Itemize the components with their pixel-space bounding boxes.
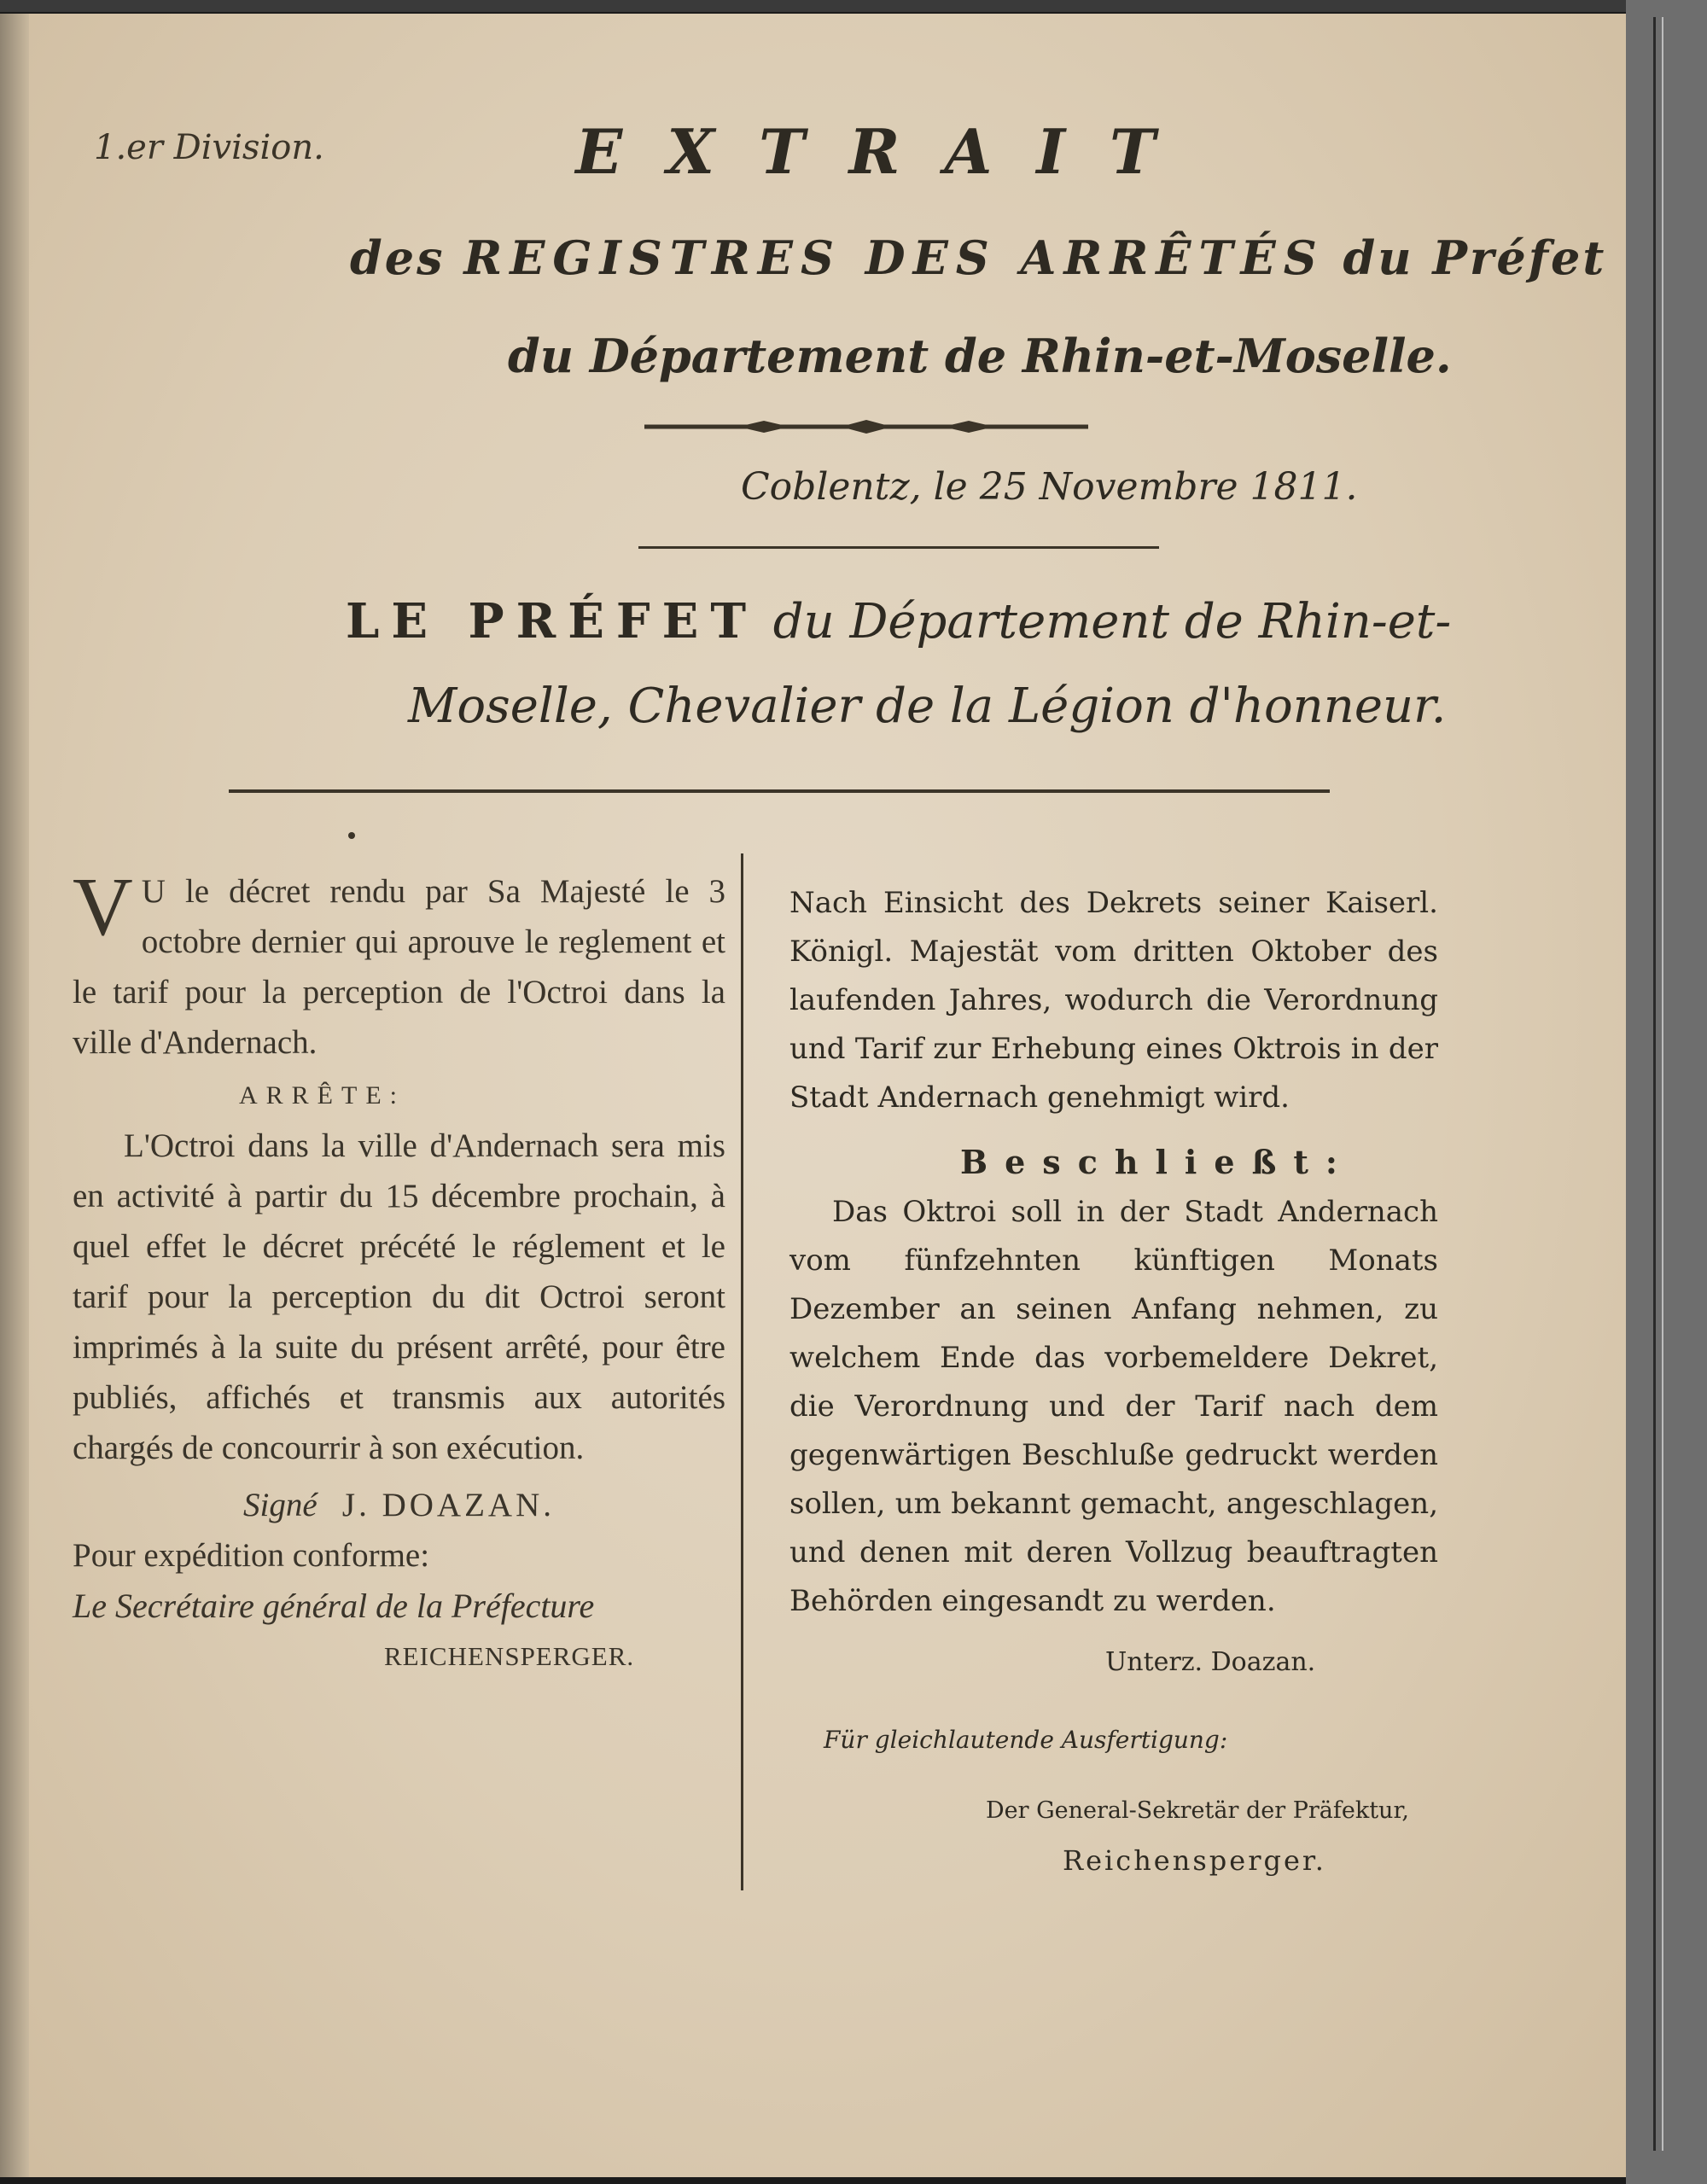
divider-rule-long: [229, 789, 1330, 793]
arrete-heading: ARRÊTE:: [239, 1081, 405, 1109]
beschliesst-heading: Beschließt:: [960, 1143, 1355, 1181]
ink-dot: [348, 832, 355, 839]
french-paragraph-1: [73, 861, 725, 1068]
german-column: [789, 879, 1438, 1885]
german-signature: Unterz. Doazan.: [1105, 1647, 1316, 1677]
header-line-2-a: des: [350, 230, 464, 285]
german-paragraph-2: Das Oktroi soll in der Stadt Andernach vom fünfzehnten künftigen Monats Dezember an seinen Anfang nehmen, zu welchem Ende das vorbemeldere Dekret, die Verordnung und der Tarif nach dem gegenwärtigen Beschluße gedruckt werden sollen, um bekannt gemacht, angeschlagen, und denen mit deren Vollzug beauftragten Behörden eingesandt zu werden.: [789, 1195, 1438, 1618]
signe-name: J. DOAZAN.: [341, 1487, 555, 1523]
french-paragraph-1-text: U le décret rendu par Sa Majesté le 3 octobre dernier qui aprouve le reglement et le tarif pour la perception de l'Octroi dans la ville d'Andernach.: [73, 873, 725, 1061]
scan-rule-light: [1662, 17, 1663, 2151]
secretary-line: Le Secrétaire général de la Préfecture: [73, 1587, 595, 1625]
header-line-2-c: du Préfet: [1324, 230, 1607, 285]
signe-label: Signé: [243, 1487, 318, 1523]
signature-line: [73, 1480, 725, 1530]
header-line-2: [350, 230, 1606, 285]
header-line-3: du Département de Rhin-et-Moselle.: [508, 329, 1452, 383]
document-title: EXTRAIT: [575, 115, 1200, 188]
german-secretary-name: Reichensperger.: [1063, 1844, 1326, 1877]
french-paragraph-2: L'Octroi dans la ville d'Andernach sera mis en activité à partir du 15 décembre prochain, à quel effet le décret précété le réglement et le tarif pour la perception du dit Octroi seront imprimés à la suite du présent arrêté, pour être publiés, affichés et transmis aux autorités chargés de concourrir à son exécution.: [73, 1127, 725, 1466]
french-column: [73, 861, 725, 1681]
prefet-line-1: [346, 593, 1451, 649]
header-line-2-b: REGISTRES DES ARRÊTÉS: [463, 230, 1325, 285]
german-secretary-title: Der General-Sekretär der Präfektur,: [986, 1797, 1409, 1824]
scan-rule: [1653, 17, 1656, 2151]
scan-margin: [1626, 0, 1707, 2184]
prefet-line-1-rest: du Département de Rhin-et-: [758, 594, 1452, 649]
ornament-divider: [644, 418, 1088, 435]
secretary-name: REICHENSPERGER.: [384, 1641, 635, 1671]
divider-rule: [638, 546, 1159, 549]
german-ausfertigung: Für gleichlautende Ausfertigung:: [824, 1726, 1228, 1754]
page-gutter: [0, 14, 29, 2177]
scan-border: [0, 0, 1707, 12]
column-divider: [741, 853, 743, 1890]
date-line: Coblentz, le 25 Novembre 1811.: [741, 465, 1358, 509]
drop-cap: V: [73, 861, 133, 953]
prefet-caps: LE PRÉFET: [346, 593, 758, 649]
expedition-line: Pour expédition conforme:: [73, 1537, 430, 1574]
german-paragraph-1: Nach Einsicht des Dekrets seiner Kaiserl. Königl. Majestät vom dritten Oktober des laufenden Jahres, wodurch die Verordnung und Tarif zur Erhebung eines Oktrois in der Stadt Andernach genehmigt wird.: [789, 886, 1438, 1115]
prefet-line-2: Moselle, Chevalier de la Légion d'honneur.: [408, 678, 1447, 734]
division-label: 1.er Division.: [94, 128, 324, 167]
